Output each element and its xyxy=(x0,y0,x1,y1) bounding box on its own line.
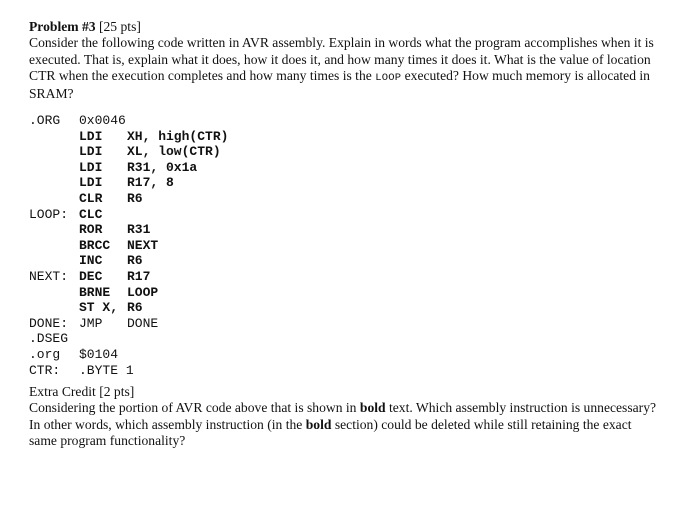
code-opcode: ROR xyxy=(79,222,103,238)
dseg-directive: .DSEG xyxy=(29,331,69,347)
code-line xyxy=(29,284,159,301)
code-line xyxy=(29,175,174,191)
ctr-directive-value xyxy=(79,363,134,379)
problem-points: [25 pts] xyxy=(98,19,141,34)
code-operands: LOOP xyxy=(127,284,159,300)
code-listing xyxy=(29,113,229,378)
code-operands: R17, 8 xyxy=(127,175,174,191)
code-line xyxy=(29,144,221,160)
extra-bold2: bold xyxy=(305,416,332,432)
code-line xyxy=(29,268,151,285)
code-opcode: LDI xyxy=(79,159,103,175)
problem-text-before: Consider the following code written in AVR assembly. Explain in words what the program accomplishes when it is executed. That is, explain what it does, how it does it, and how many times it does it. What is the value of location CTR when the execution completes and how many times is the xyxy=(29,35,654,83)
code-opcode: BRCC xyxy=(79,237,111,253)
code-org2-line xyxy=(29,346,119,363)
code-line xyxy=(29,222,151,238)
code-org-line xyxy=(29,113,126,129)
problem-question xyxy=(29,35,654,102)
ctr-value: 1 xyxy=(125,362,134,378)
org-value: 0x0046 xyxy=(79,113,126,128)
code-opcode: LDI xyxy=(79,175,103,191)
code-line xyxy=(29,159,198,176)
extra-part2: text. Which assembly instruction is unnecessary? In other words, which assembly instruction (in the xyxy=(29,400,657,432)
code-opcode: LDI xyxy=(79,144,103,160)
problem-title: Problem #3 xyxy=(29,19,96,34)
problem-text-after: executed? How much memory is allocated in SRAM? xyxy=(29,67,650,102)
code-lines xyxy=(29,128,229,316)
code-operands: R31 xyxy=(127,222,151,238)
code-opcode: DEC xyxy=(79,268,103,284)
code-opcode: ST X, xyxy=(79,300,119,316)
code-line xyxy=(29,128,229,145)
code-operands: NEXT xyxy=(127,237,159,253)
extra-part1: Considering the portion of AVR code above that is shown in xyxy=(29,400,360,416)
code-opcode: CLR xyxy=(79,190,103,206)
done-label: DONE: xyxy=(29,315,69,331)
extra-part3: section) could be deleted while still retaining the exact same program functionality? xyxy=(29,416,632,448)
code-operands: XH, high(CTR) xyxy=(127,128,229,144)
code-opcode: LDI xyxy=(79,128,103,144)
code-dseg-line xyxy=(29,331,69,347)
code-opcode: CLC xyxy=(79,206,103,222)
done-arg: DONE xyxy=(127,315,159,331)
done-op: JMP xyxy=(79,315,103,331)
code-line xyxy=(29,190,143,207)
ctr-directive: .BYTE xyxy=(79,362,119,378)
problem-statement xyxy=(29,19,654,102)
code-operands: R17 xyxy=(127,268,151,284)
code-line xyxy=(29,237,159,254)
code-done-line xyxy=(29,315,159,332)
org-directive: .ORG xyxy=(29,113,61,128)
code-operands: R6 xyxy=(127,300,143,316)
org2-directive: .org xyxy=(29,346,61,362)
code-line xyxy=(29,253,143,269)
code-opcode: INC xyxy=(79,253,103,269)
extra-credit-title: Extra Credit [2 pts] xyxy=(29,384,135,399)
code-label: LOOP: xyxy=(29,206,69,222)
code-operands: R31, 0x1a xyxy=(127,159,198,175)
code-operands: XL, low(CTR) xyxy=(127,144,221,160)
code-label: NEXT: xyxy=(29,268,69,284)
code-operands: R6 xyxy=(127,190,143,206)
extra-credit xyxy=(29,384,657,449)
extra-bold1: bold xyxy=(359,400,386,416)
code-line xyxy=(29,300,143,316)
code-ctr-line xyxy=(29,362,134,379)
problem-heading xyxy=(29,19,654,35)
code-operands: R6 xyxy=(127,253,143,269)
extra-credit-question xyxy=(29,400,657,449)
loop-keyword: LOOP xyxy=(375,71,402,84)
org2-value: $0104 xyxy=(79,346,119,362)
code-opcode: BRNE xyxy=(79,284,111,300)
code-line xyxy=(29,206,103,223)
ctr-label: CTR: xyxy=(29,362,61,378)
